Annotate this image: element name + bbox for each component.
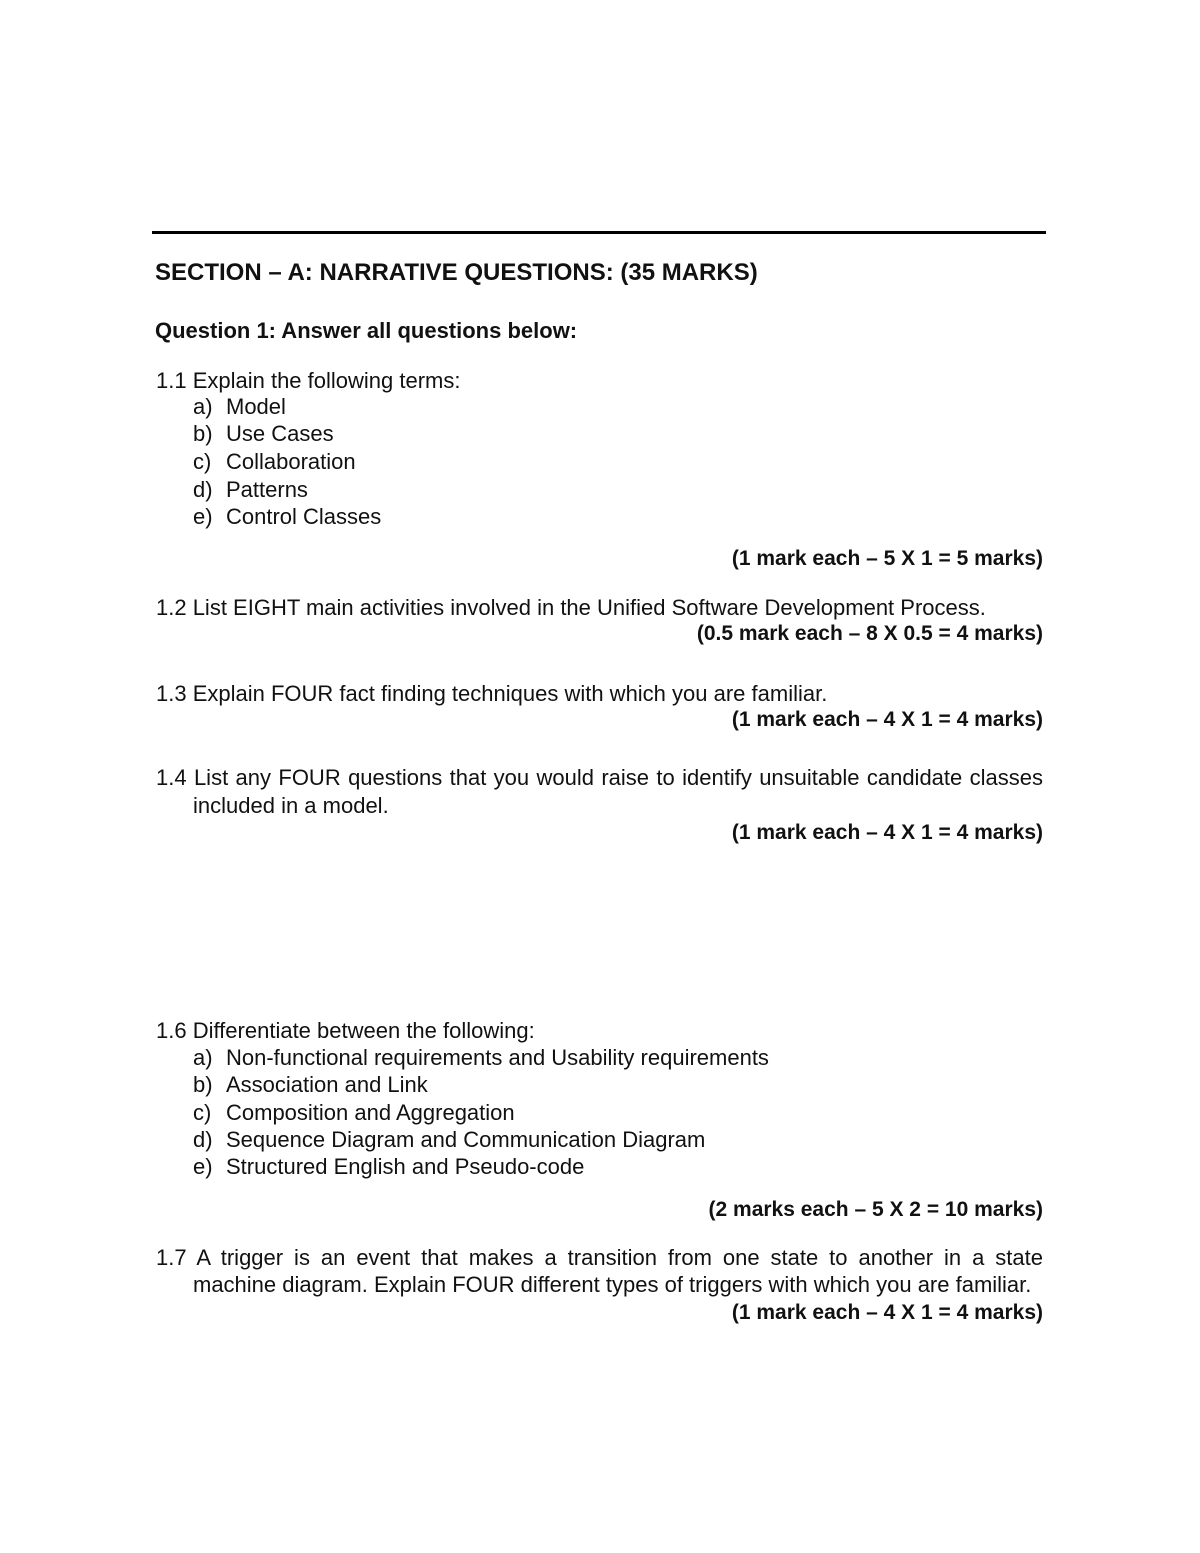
question-1-4-line-2: included in a model. [193, 793, 389, 818]
item-letter: d) [193, 1127, 213, 1152]
item-text: Composition and Aggregation [226, 1100, 515, 1125]
item-letter: b) [193, 421, 213, 446]
question-1-7-marks: (1 mark each – 4 X 1 = 4 marks) [731, 1301, 1043, 1324]
question-1-1-text: 1.1 Explain the following terms: [156, 368, 461, 393]
question-1-4-line-1: 1.4 List any FOUR questions that you would raise to identify unsuitable candidate classes [156, 765, 1043, 790]
item-letter: d) [193, 477, 213, 502]
item-text: Sequence Diagram and Communication Diagram [226, 1127, 706, 1152]
item-text: Structured English and Pseudo-code [226, 1154, 585, 1179]
question-1-6-marks: (2 marks each – 5 X 2 = 10 marks) [708, 1198, 1043, 1221]
question-1-4-marks: (1 mark each – 4 X 1 = 4 marks) [731, 821, 1043, 844]
question-1-3-text: 1.3 Explain FOUR fact finding techniques with which you are familiar. [156, 681, 828, 706]
question-1-7-line-1: 1.7 A trigger is an event that makes a transition from one state to another in a state [156, 1245, 1043, 1270]
item-letter: a) [193, 394, 213, 419]
question-heading: Question 1: Answer all questions below: [155, 318, 578, 343]
item-text: Use Cases [226, 421, 334, 446]
section-title: SECTION – A: NARRATIVE QUESTIONS: (35 MARKS) [155, 259, 758, 286]
item-letter: b) [193, 1072, 213, 1097]
item-letter: e) [193, 1154, 213, 1179]
item-letter: a) [193, 1045, 213, 1070]
question-1-2-marks: (0.5 mark each – 8 X 0.5 = 4 marks) [696, 622, 1043, 645]
question-1-3-marks: (1 mark each – 4 X 1 = 4 marks) [731, 708, 1043, 731]
question-1-6-text: 1.6 Differentiate between the following: [156, 1018, 535, 1043]
question-1-1-marks: (1 mark each – 5 X 1 = 5 marks) [731, 547, 1043, 570]
header-rule [152, 231, 1046, 234]
item-letter: e) [193, 504, 213, 529]
item-text: Patterns [226, 477, 308, 502]
item-text: Control Classes [226, 504, 382, 529]
item-letter: c) [193, 1100, 212, 1125]
question-1-2-text: 1.2 List EIGHT main activities involved in the Unified Software Development Process. [156, 595, 986, 620]
item-letter: c) [193, 449, 212, 474]
item-text: Collaboration [226, 449, 356, 474]
item-text: Non-functional requirements and Usability requirements [226, 1045, 769, 1070]
question-1-7-line-2: machine diagram. Explain FOUR different types of triggers with which you are familiar. [193, 1272, 1032, 1297]
item-text: Association and Link [226, 1072, 428, 1097]
item-text: Model [226, 394, 286, 419]
